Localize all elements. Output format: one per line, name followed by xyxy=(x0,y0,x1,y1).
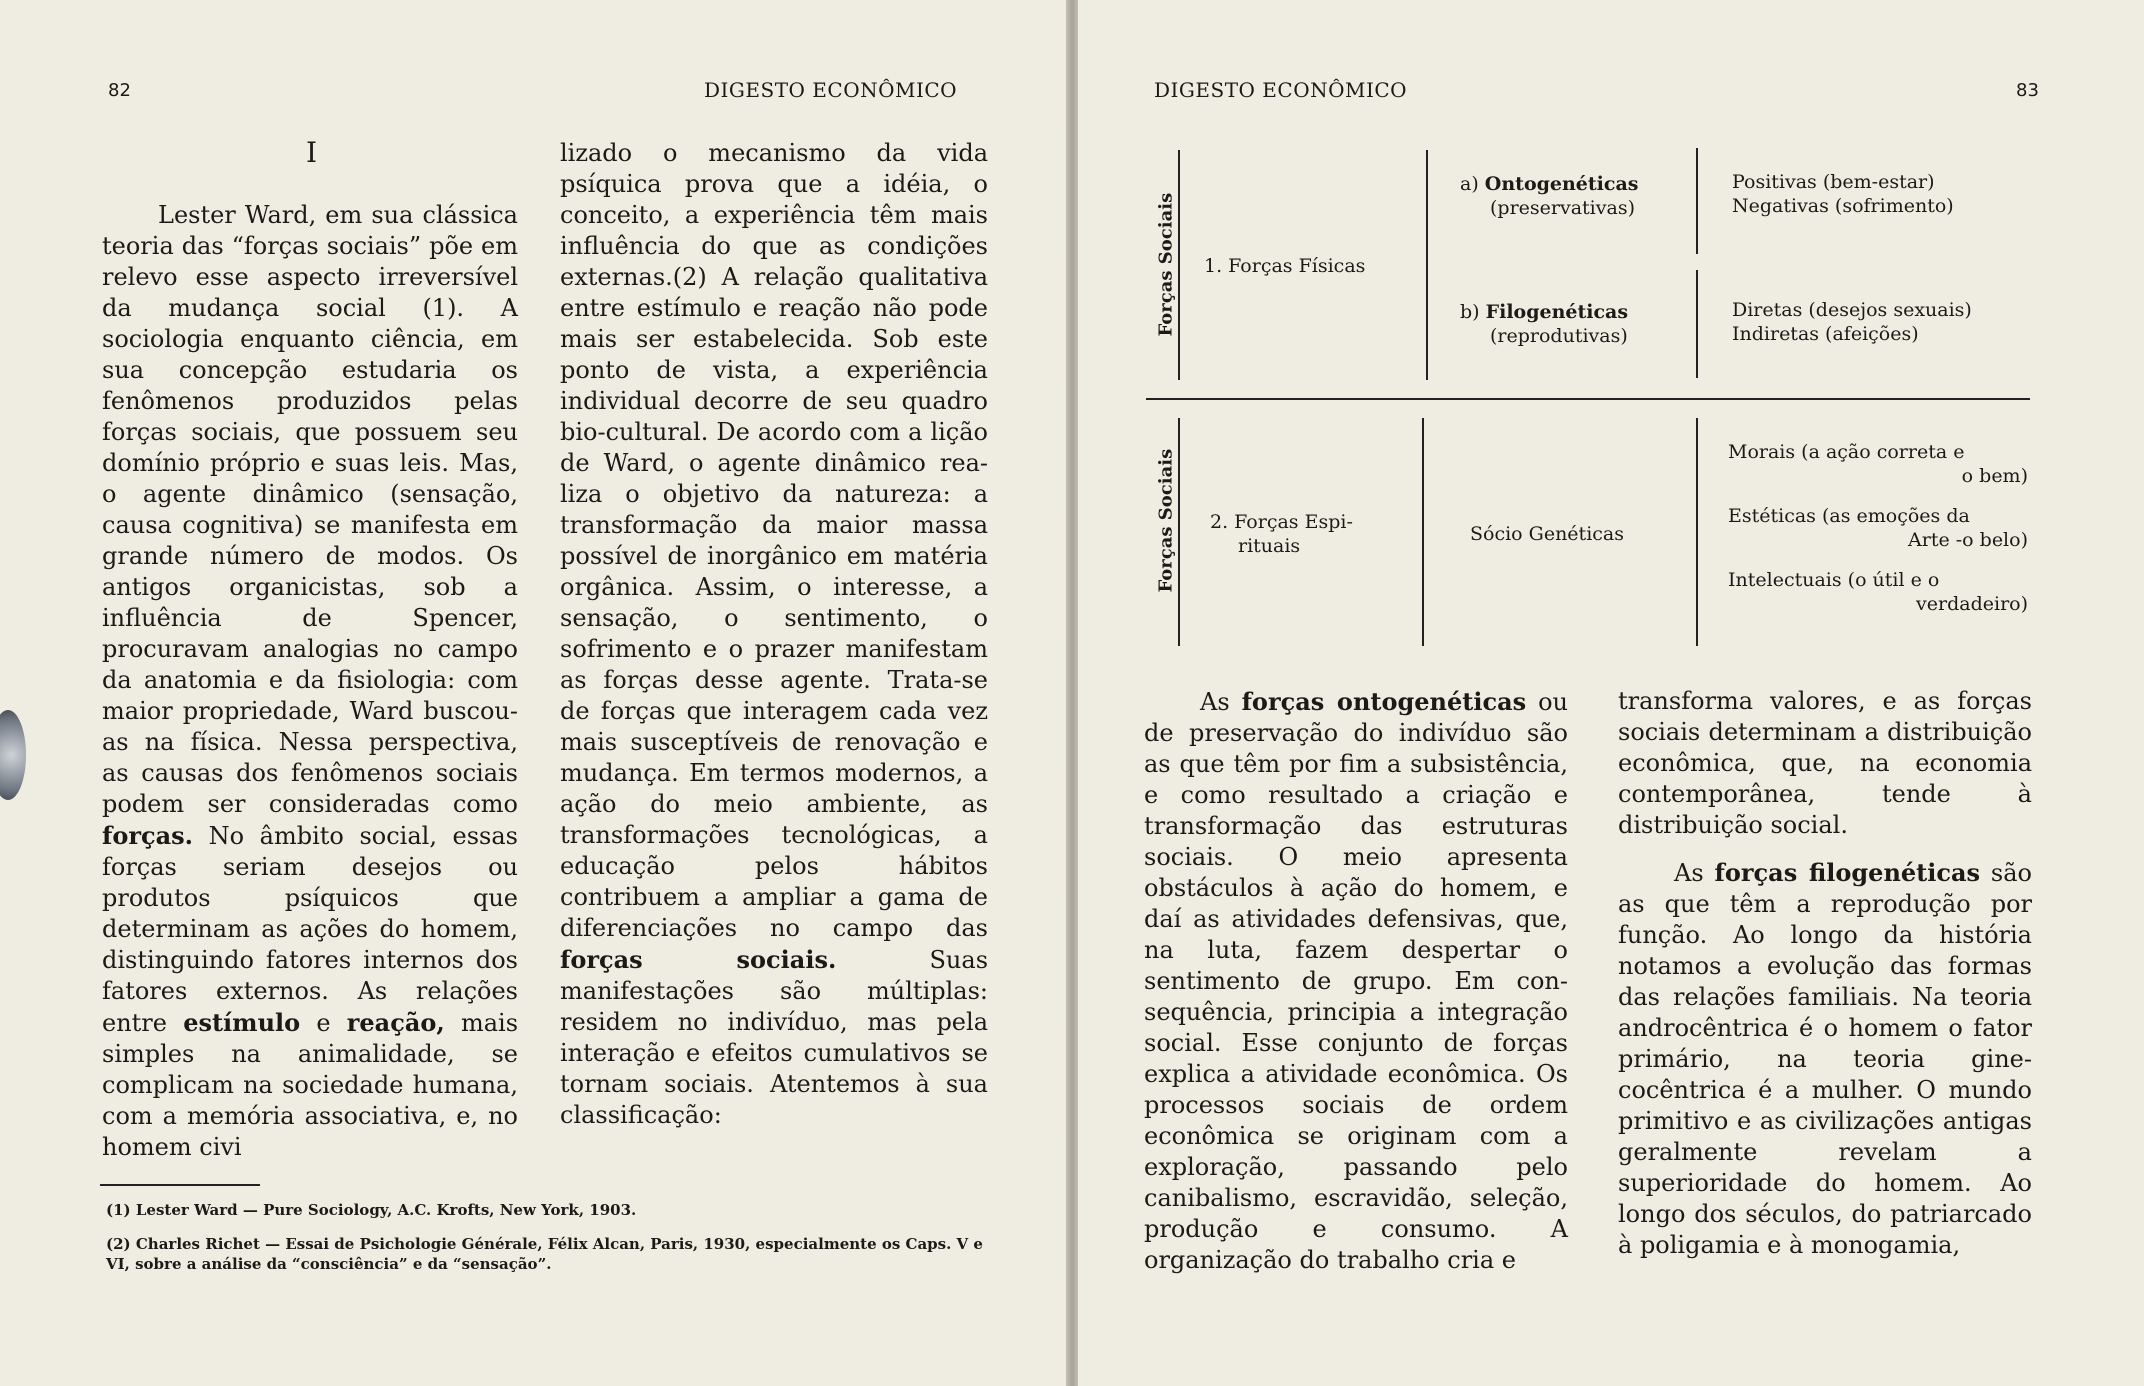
text-run: Lester Ward, em sua clássica teoria das “forças sociais” põe em relevo esse aspecto irreversível da mudança social (1). A sociologia enquanto ciência, em sua concepção estudaria os fenômenos produzidos pelas forças sociais, que possuem seu domínio próprio e suas leis. Mas, o agente dinâmico (sensação, causa cognitiva) se manifesta em grande número de modos. Os antigos organicistas, sob a influência de Spencer, procuravam analogias no campo da anatomia e da fisiologia: com maior propriedade, Ward buscou-as na física. Nessa perspectiva, as causas dos fenômenos sociais podem ser consideradas como xyxy=(102,201,518,818)
table-item: Morais (a ação correta e xyxy=(1728,441,1965,463)
footnote-1: (1) Lester Ward — Pure Sociology, A.C. Krofts, New York, 1903. xyxy=(106,1201,637,1219)
table-item: Negativas (sofrimento) xyxy=(1732,195,1954,217)
running-head: DIGESTO ECONÔMICO xyxy=(704,78,958,102)
table-item: Positivas (bem-estar) xyxy=(1732,171,1935,193)
paragraph xyxy=(1618,857,2032,1261)
page-number: 83 xyxy=(2016,80,2039,101)
table-divider xyxy=(1696,418,1698,646)
table-item: Diretas (desejos sexuais) xyxy=(1732,299,1972,321)
table-item: verdadeiro) xyxy=(1916,593,2028,615)
text-run: Suas manifestações são múltiplas: residem no indivíduo, mas pela interação e efeitos cumulativos se tornam sociais. Atentemos à sua classificação: xyxy=(560,946,989,1129)
bold-term: forças. xyxy=(102,821,194,850)
table-item: Estéticas (as emoções da xyxy=(1728,505,1970,527)
footnote-rule xyxy=(100,1184,260,1186)
subcategory-phylogenetic xyxy=(1460,300,1628,348)
right-page xyxy=(1078,0,2144,1386)
page-number: 82 xyxy=(108,80,131,101)
sociogenetic-label: Sócio Genéticas xyxy=(1470,523,1624,545)
bold-term: forças sociais. xyxy=(560,945,837,974)
sub-prefix: a) xyxy=(1460,173,1479,195)
item-esteticas xyxy=(1728,504,2028,552)
left-column-1 xyxy=(102,200,518,1163)
bold-term: reação, xyxy=(346,1008,445,1037)
table-separator xyxy=(1146,398,2030,400)
table-item: o bem) xyxy=(1961,465,2028,487)
text-run: No âmbito social, essas forças seriam desejos ou produtos psíquicos que determinam as ações do homem, distinguindo fatores internos dos fatores externos. As relações entre xyxy=(102,822,518,1037)
text-run: lizado o mecanismo da vida psíquica prova que a idéia, o conceito, a experiência têm mais influência do que as condições externas.(2) A relação qualitativa entre estímulo e reação não pode mais ser estabelecida. Sob este ponto de vista, a experiência individual decorre de seu quadro bio-cultural. De acordo com a lição de Ward, o agente dinâmico realiza o objetivo da natureza: a transformação da maior massa possível de inorgânico em matéria orgânica. Assim, o interesse, a sensação, o sentimento, o sofrimento e o prazer manifestam as forças desse agente. Trata-se de forças que interagem cada vez mais susceptíveis de renovação e mudança. Em termos modernos, a ação do meio ambiente, as transformações tecnológicas, a educação pelos hábitos contribuem a ampliar a gama de diferenciações no campo das xyxy=(560,139,988,942)
text-run: e xyxy=(300,1009,347,1037)
side-label: Forças Sociais xyxy=(1155,448,1177,593)
left-page xyxy=(0,0,1066,1386)
right-column-2 xyxy=(1618,686,2032,1261)
subcategory-ontogenetic xyxy=(1460,172,1638,220)
sub-name: Filogenéticas xyxy=(1485,301,1629,323)
table-divider xyxy=(1696,148,1698,254)
item-morais xyxy=(1728,440,2028,488)
sub-detail: (reprodutivas) xyxy=(1490,325,1628,347)
category-line: 2. Forças Espi- xyxy=(1210,511,1353,533)
right-column-1 xyxy=(1144,686,1568,1276)
side-label: Forças Sociais xyxy=(1155,192,1177,337)
category-line: rituais xyxy=(1238,535,1301,557)
items-phylogenetic xyxy=(1732,298,1972,346)
running-head: DIGESTO ECONÔMICO xyxy=(1154,78,1408,102)
footnote-2: (2) Charles Richet — Essai de Psichologie Générale, Félix Alcan, Paris, 1930, especialmente os Caps. V e VI, sobre a análise da “consciência” e da “sensação”. xyxy=(106,1235,983,1273)
bold-term: forças filogenéticas xyxy=(1714,858,1981,887)
left-column-2 xyxy=(560,138,988,1131)
category-spiritual xyxy=(1210,510,1353,558)
text-run: As xyxy=(1200,688,1242,716)
sub-prefix: b) xyxy=(1460,301,1480,323)
bold-term: estímulo xyxy=(183,1008,301,1037)
text-run: ou de preservação do indivíduo são as que têm por fim a subsistência, e como resultado a criação e transformação das estruturas sociais. O meio apresenta obstáculos à ação do homem, e daí as atividades defensivas, que, na luta, fazem despertar o sentimento de grupo. Em consequência, principia a integração social. Esse conjunto de forças explica a atividade econômica. Os processos sociais de ordem econômica se originam com a exploração, passando pelo canibalismo, escravidão, seleção, produção e consumo. A organização do trabalho cria e xyxy=(1144,688,1568,1274)
sub-name: Ontogenéticas xyxy=(1484,173,1639,195)
section-numeral: I xyxy=(306,136,318,169)
table-divider xyxy=(1178,150,1180,380)
table-divider xyxy=(1426,150,1428,380)
text-run: As xyxy=(1674,859,1715,887)
items-ontogenetic xyxy=(1732,170,1954,218)
binder-clip xyxy=(0,710,26,800)
item-intelectuais xyxy=(1728,568,2028,616)
text-run: são as que têm a reprodução por função. Ao longo da história notamos a evolução das formas das relações familiais. Na teoria androcêntrica é o homem o fator primário, na teoria ginecocêntrica é a mulher. O mundo primitivo e as civilizações antigas geralmente revelam a superioridade do homem. Ao longo dos séculos, do patriarcado à poligamia e à monogamia, xyxy=(1618,859,2033,1259)
table-item: Intelectuais (o útil e o xyxy=(1728,569,1940,591)
category-physical: 1. Forças Físicas xyxy=(1204,255,1366,277)
table-divider xyxy=(1178,418,1180,646)
table-divider xyxy=(1696,270,1698,378)
table-divider xyxy=(1422,418,1424,646)
paragraph: transforma valores, e as forças sociais determinam a distribuição econômica, que, na economia contemporânea, tende à distribuição social. xyxy=(1618,687,2032,839)
sub-detail: (preservativas) xyxy=(1490,197,1635,219)
table-item: Indiretas (afeições) xyxy=(1732,323,1919,345)
table-item: Arte -o belo) xyxy=(1908,529,2028,551)
text-run: mais simples na animalidade, se complicam na sociedade humana, com a memória associativa, e, no homem civi xyxy=(102,1009,519,1161)
bold-term: forças ontogenéticas xyxy=(1241,687,1527,716)
